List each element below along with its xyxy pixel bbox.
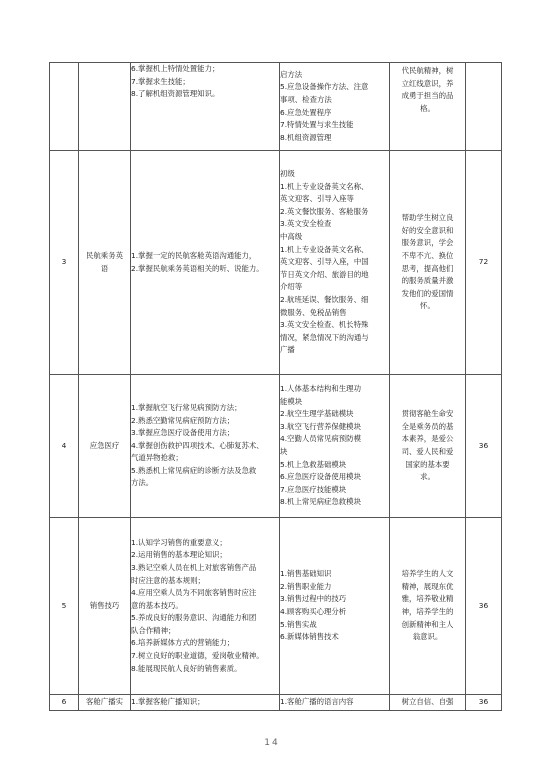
ideological-cell-line: 翁意识。 xyxy=(412,632,443,642)
content-cell-line: 中高级 xyxy=(280,232,303,242)
course-number-cell: 3 xyxy=(50,151,79,375)
content-cell-line: 2.航空生理学基础模块 xyxy=(280,409,354,419)
content-cell-line: 4.空勤人员常见病预防模 xyxy=(280,434,361,444)
table-row xyxy=(50,63,502,151)
content-cell-line: 5.应急设备操作方法、注意 xyxy=(280,82,369,92)
objectives-cell-line: 2.运用销售的基本理论知识； xyxy=(131,550,227,560)
ideological-cell-line: 求。 xyxy=(420,472,435,482)
content-cell-line: 6.新媒体销售技术 xyxy=(280,632,339,642)
ideological-cell-line: 国家的基本要 xyxy=(405,459,450,469)
content-cell-line: 2.销售职业能力 xyxy=(280,581,332,591)
objectives-cell-line: 方法。 xyxy=(131,478,154,488)
objectives-cell-line: 队合作精神； xyxy=(131,625,176,635)
class-hours-cell: 36 xyxy=(466,695,502,711)
course-name-cell-line: 客舱广播实 xyxy=(86,697,123,707)
objectives-cell-line: 1.掌握客舱广播知识； xyxy=(131,697,205,707)
objectives-cell-line: 3.掌握应急医疗设备使用方法； xyxy=(131,428,235,438)
ideological-cell xyxy=(390,151,466,375)
course-name-cell xyxy=(79,375,131,518)
objectives-cell-line: 2.掌握民航乘务英语相关的听、说能力。 xyxy=(131,263,264,273)
content-cell-line: 4.顾客购买心理分析 xyxy=(280,607,347,616)
ideological-cell-line: 发他们的爱国情 xyxy=(401,288,454,298)
content-cell-line: 3.销售过程中的技巧 xyxy=(280,594,347,604)
objectives-cell-line: 8.能展现民航人良好的销售素质。 xyxy=(131,663,242,673)
objectives-cell xyxy=(131,518,280,695)
curriculum-table xyxy=(49,62,502,711)
content-cell-line: 启方法 xyxy=(280,69,303,79)
table-row xyxy=(50,695,502,711)
content-cell xyxy=(280,695,390,711)
content-cell-line: 8.机上常见病症急救模块 xyxy=(280,497,361,507)
content-cell-line: 块 xyxy=(280,447,288,456)
ideological-cell-line: 立红线意识，养 xyxy=(401,78,454,88)
content-cell-line: 2.英文餐饮服务、客舱服务 xyxy=(280,206,369,216)
content-cell-line: 7.特情处置与求生技能 xyxy=(280,120,354,130)
content-cell-line: 1.销售基础知识 xyxy=(280,569,332,579)
ideological-cell-line: 贯彻客舱生命安 xyxy=(401,409,454,419)
content-cell-line: 初级 xyxy=(280,169,295,179)
objectives-cell-line: 气道异物抢救； xyxy=(131,453,183,463)
objectives-cell-line: 7.树立良好的职业道德，爱岗敬业精神。 xyxy=(131,651,264,661)
content-cell xyxy=(280,151,390,375)
content-cell-line: 5.机上急救基础模块 xyxy=(280,459,347,469)
page-number: 14 xyxy=(264,738,280,748)
objectives-cell-line: 1.掌握一定的民航客舱英语沟通能力， xyxy=(131,250,257,260)
content-cell-line: 英文迎客、引导入座，中国 xyxy=(280,257,369,267)
objectives-cell xyxy=(131,63,280,151)
content-cell-line: 1.机上专业设备英文名称、 xyxy=(280,244,369,254)
ideological-cell-line: 思考，提高他们 xyxy=(401,263,454,273)
content-cell-line: 5.销售实战 xyxy=(280,619,317,629)
ideological-cell-line: 全是乘务员的基 xyxy=(401,421,454,431)
objectives-cell-line: 6.掌握机上特情处置能力； xyxy=(131,64,220,73)
ideological-cell-line: 不卑不亢、换位 xyxy=(401,250,454,260)
course-number-cell xyxy=(50,63,79,151)
class-hours-cell: 36 xyxy=(466,518,502,695)
course-name-cell xyxy=(79,63,131,151)
content-cell-line: 8.机组资源管理 xyxy=(280,132,332,142)
objectives-cell-line: 8.了解机组资源管理知识。 xyxy=(131,89,220,99)
ideological-cell xyxy=(390,63,466,151)
objectives-cell-line: 1.掌握航空飞行常见病预防方法； xyxy=(131,402,242,412)
content-cell-line: 介绍等 xyxy=(280,282,303,292)
ideological-cell-line: 好的安全意识和 xyxy=(401,225,454,235)
class-hours-cell: 72 xyxy=(466,151,502,375)
ideological-cell xyxy=(390,695,466,711)
objectives-cell xyxy=(131,375,280,518)
course-name-cell xyxy=(79,695,131,711)
content-cell-line: 英文迎客、引导入座等 xyxy=(280,194,354,204)
ideological-cell xyxy=(390,375,466,518)
content-cell-line: 微服务、免税品销售 xyxy=(280,307,347,317)
content-cell-line: 1.客舱广播的语言内容 xyxy=(280,697,354,707)
content-cell-line: 6.应急处置程序 xyxy=(280,107,332,117)
objectives-cell-line: 6.培养新媒体方式的营销能力； xyxy=(131,638,235,648)
content-cell-line: 3.英文安全检查、机长特殊 xyxy=(280,320,369,330)
course-number-cell: 5 xyxy=(50,518,79,695)
class-hours-cell: 36 xyxy=(466,375,502,518)
ideological-cell-line: 的服务质量并激 xyxy=(401,276,454,286)
course-number-cell: 6 xyxy=(50,695,79,711)
content-cell-line: 6.应急医疗设备使用模块 xyxy=(280,472,361,482)
ideological-cell-line: 本素养，是爱公 xyxy=(401,434,454,444)
objectives-cell-line: 3.熟记空乘人员在机上对旅客销售产品 xyxy=(131,562,257,572)
course-name-cell-line: 民航乘务英 xyxy=(86,250,123,260)
course-name-cell-line: 语 xyxy=(100,263,109,273)
objectives-cell-line: 5.养成良好的服务意识、沟通能力和团 xyxy=(131,613,257,623)
ideological-cell-line: 雅，培养敬业精 xyxy=(401,594,454,604)
course-name-cell xyxy=(79,151,131,375)
objectives-cell-line: 2.熟悉空勤常见病症预防方法； xyxy=(131,415,235,425)
content-cell-line: 7.应急医疗技能模块 xyxy=(280,484,347,494)
content-cell-line: 3.英文安全检查 xyxy=(280,219,332,229)
ideological-cell-line: 成勇于担当的品 xyxy=(401,91,454,101)
content-cell-line: 1.机上专业设备英文名称、 xyxy=(280,181,369,191)
ideological-cell-line: 格。 xyxy=(420,103,435,113)
content-cell-line: 2.航班延误、餐饮服务、细 xyxy=(280,294,369,304)
table-row xyxy=(50,151,502,375)
course-name-cell-line: 销售技巧 xyxy=(89,600,120,610)
content-cell-line: 1.人体基本结构和生理功 xyxy=(280,384,361,394)
ideological-cell-line: 服务意识，学会 xyxy=(401,238,454,248)
course-number-cell: 4 xyxy=(50,375,79,518)
objectives-cell-line: 4.应用空乘人员为不同旅客销售时应注 xyxy=(131,588,257,598)
objectives-cell-line: 7.掌握求生技能； xyxy=(131,76,190,86)
objectives-cell xyxy=(131,695,280,711)
ideological-cell-line: 代民航精神，树 xyxy=(401,66,454,75)
course-name-cell-line: 应急医疗 xyxy=(89,440,120,450)
content-cell xyxy=(280,518,390,695)
objectives-cell-line: 时应注意的基本规则； xyxy=(131,575,205,585)
table-row xyxy=(50,518,502,695)
ideological-cell xyxy=(390,518,466,695)
ideological-cell-line: 司、爱人民和爱 xyxy=(401,447,454,456)
course-name-cell xyxy=(79,518,131,695)
content-cell-line: 情况，紧急情况下的沟通与 xyxy=(280,332,369,342)
class-hours-cell xyxy=(466,63,502,151)
content-cell-line: 3.航空飞行营养保健模块 xyxy=(280,421,361,431)
objectives-cell-line: 5.熟悉机上常见病症的诊断方法及急救 xyxy=(131,465,257,475)
ideological-cell-line: 培养学生的人文 xyxy=(401,569,454,579)
ideological-cell-line: 树立自信、自强 xyxy=(401,697,454,707)
ideological-cell-line: 创新精神和主人 xyxy=(401,619,454,629)
content-cell xyxy=(280,375,390,518)
ideological-cell-line: 帮助学生树立良 xyxy=(401,213,454,223)
content-cell-line: 广播 xyxy=(280,345,295,355)
content-cell-line: 节日英文介绍、旅游目的地 xyxy=(280,269,369,279)
table-row xyxy=(50,375,502,518)
content-cell-line: 事项、检查方法 xyxy=(280,94,332,104)
objectives-cell xyxy=(131,151,280,375)
ideological-cell-line: 神，培养学生的 xyxy=(401,607,454,616)
content-cell xyxy=(280,63,390,151)
objectives-cell-line: 1.认知学习销售的重要意义； xyxy=(131,537,227,547)
content-cell-line: 能模块 xyxy=(280,396,303,406)
objectives-cell-line: 4.掌握创伤救护四项技术、心肺复苏术、 xyxy=(131,440,264,450)
objectives-cell-line: 意的基本技巧。 xyxy=(131,600,183,610)
ideological-cell-line: 精神，展现东优 xyxy=(401,581,454,591)
ideological-cell-line: 怀。 xyxy=(420,301,435,311)
